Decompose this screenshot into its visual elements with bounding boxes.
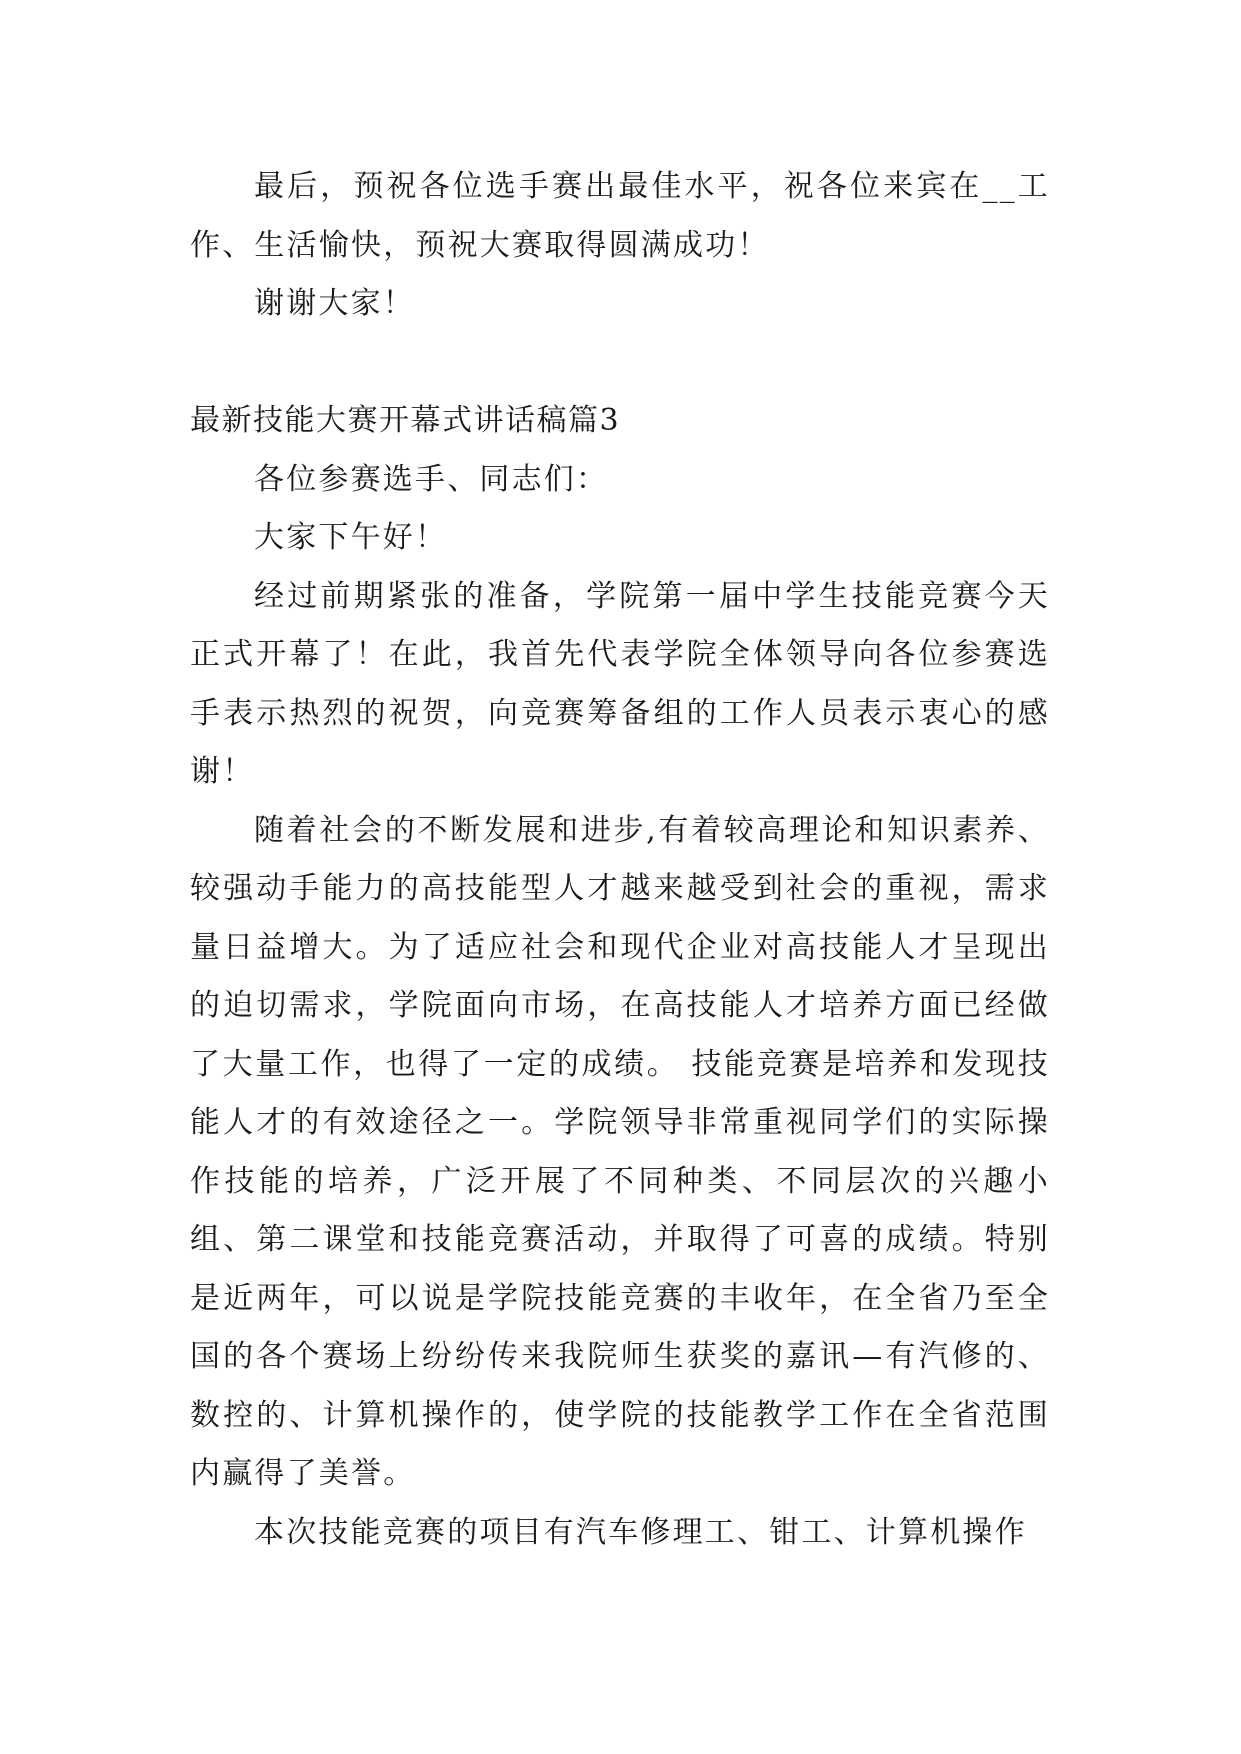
opening-paragraph: 经过前期紧张的准备，学院第一届中学生技能竞赛今天正式开幕了！在此，我首先代表学院全体领导向各位参赛选手表示热烈的祝贺，向竞赛筹备组的工作人员表示衷心的感谢！: [190, 578, 1050, 789]
salutation-paragraph: 各位参赛选手、同志们：: [254, 461, 609, 497]
greeting-paragraph: 大家下午好！: [254, 520, 448, 555]
final-paragraph: 本次技能竞赛的项目有汽车修理工、钳工、计算机操作: [254, 1514, 1027, 1550]
section-spacer: [190, 334, 1050, 393]
document-page: [190, 158, 1050, 1562]
thanks-paragraph: 谢谢大家！: [254, 286, 415, 321]
closing-paragraph: 最后，预祝各位选手赛出最佳水平，祝各位来宾在__工作、生活愉快，预祝大赛取得圆满成功！: [190, 169, 1050, 263]
body-paragraph: 随着社会的不断发展和进步,有着较高理论和知识素养、较强动手能力的高技能型人才越来越受到社会的重视，需求量日益增大。为了适应社会和现代企业对高技能人才呈现出的迫切需求，学院面向市场，在高技能人才培养方面已经做了大量工作，也得了一定的成绩。 技能竞赛是培养和发现技能人才的有效途径之一。学院领导非常重视同学们的实际操作技能的培养，广泛开展了不同种类、不同层次的兴趣小组、第二课堂和技能竞赛活动，并取得了可喜的成绩。特别是近两年，可以说是学院技能竞赛的丰收年，在全省乃至全国的各个赛场上纷纷传来我院师生获奖的嘉讯—有汽修的、数控的、计算机操作的，使学院的技能教学工作在全省范围内赢得了美誉。: [190, 812, 1050, 1491]
section-title: 最新技能大赛开幕式讲话稿篇3: [190, 403, 621, 438]
